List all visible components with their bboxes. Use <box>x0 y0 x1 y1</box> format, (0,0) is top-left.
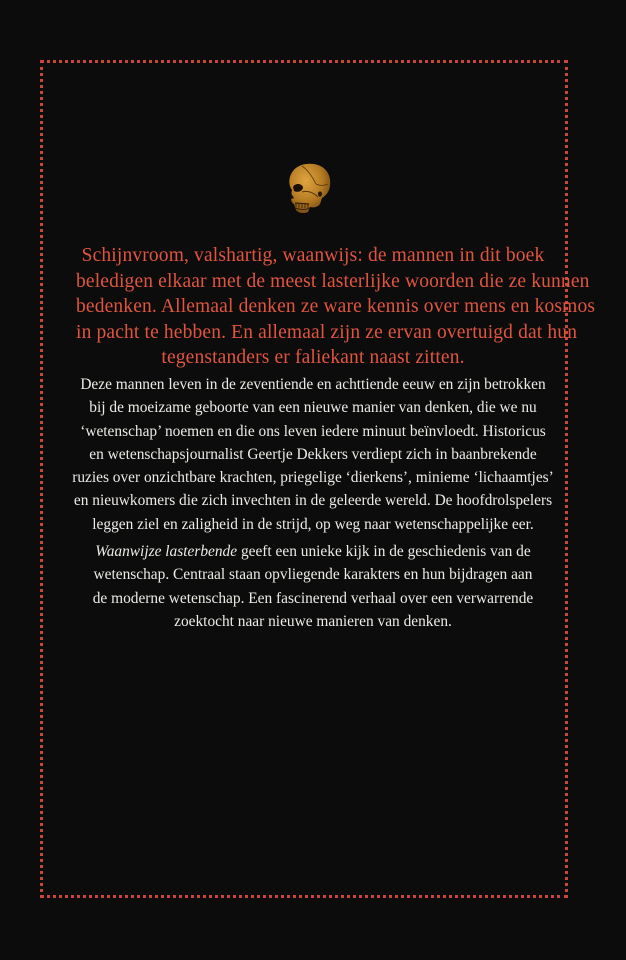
intro-line: bedenken. Allemaal denken ze ware kennis over mens en kosmos <box>76 296 596 317</box>
paragraph-line: leggen ziel en zaligheid in de strijd, op weg naar wetenschappelijke eer. <box>92 515 534 533</box>
intro-line: in pacht te hebben. En allemaal zijn ze ervan overtuigd dat hun <box>76 321 578 343</box>
book-title: Waanwijze lasterbende <box>95 543 238 560</box>
paragraph-line: ‘wetenschap’ noemen en die ons leven iedere minuut beïnvloedt. Historicus <box>80 422 546 440</box>
skull-icon <box>282 160 334 214</box>
paragraph-line: zoektocht naar nieuwe manieren van denken. <box>174 612 452 630</box>
intro-line: tegenstanders er faliekant naast zitten. <box>161 347 465 368</box>
paragraph-line: de moderne wetenschap. Een fascinerend verhaal over een verwarrende <box>92 589 534 607</box>
paragraph-line: en wetenschapsjournalist Geertje Dekkers verdiept zich in baanbrekende <box>89 445 537 463</box>
paragraph-line: en nieuwkomers die zich invechten in de geleerde wereld. De hoofdrolspelers <box>73 492 553 510</box>
paragraph-line: wetenschap. Centraal staan opvliegende karakters en hun bijdragen aan <box>93 566 533 584</box>
summary-paragraph <box>66 540 560 633</box>
paragraph-line: bij de moeizame geboorte van een nieuwe manier van denken, die we nu <box>89 399 537 417</box>
intro-paragraph <box>76 243 596 371</box>
description-paragraph <box>66 373 560 536</box>
intro-line: beledigen elkaar met de meest lasterlijke woorden die ze kunnen <box>76 270 590 292</box>
paragraph-line-rest: geeft een unieke kijk in de geschiedenis van de <box>237 543 531 560</box>
intro-line: Schijnvroom, valshartig, waanwijs: de mannen in dit boek <box>81 245 545 266</box>
paragraph-line <box>66 540 560 563</box>
paragraph-line: Deze mannen leven in de zeventiende en achttiende eeuw en zijn betrokken <box>80 376 546 393</box>
paragraph-line: ruzies over onzichtbare krachten, priegelige ‘dierkens’, minieme ‘lichaamtjes’ <box>72 469 554 487</box>
